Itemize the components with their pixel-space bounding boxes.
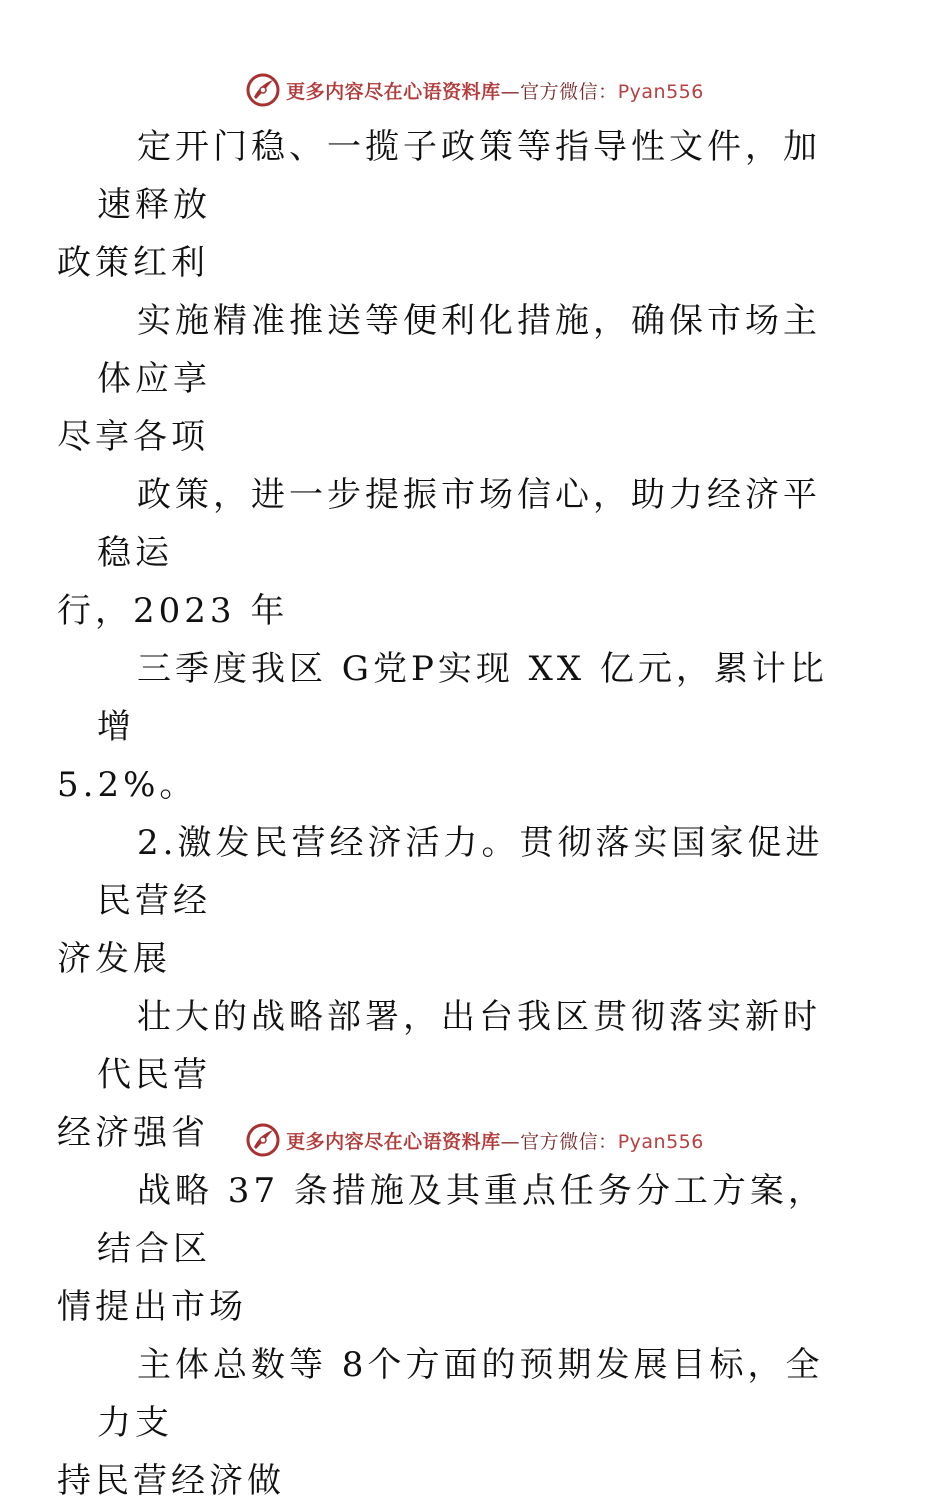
library-text: 更多内容尽在心语资料库 bbox=[286, 80, 501, 103]
library-text: 更多内容尽在心语资料库 bbox=[286, 1130, 501, 1153]
header-banner bbox=[0, 70, 950, 110]
document-body bbox=[57, 118, 857, 1510]
footer-banner bbox=[0, 1120, 950, 1160]
paragraph-lead: 战略 37 条措施及其重点任务分工方案，结合区 bbox=[97, 1171, 826, 1269]
paragraph-7 bbox=[57, 1162, 857, 1336]
paragraph-lead: 定开门稳、一揽子政策等指导性文件，加速释放 bbox=[97, 127, 821, 225]
paragraph-lead: 政策，进一步提振市场信心，助力经济平稳运 bbox=[97, 475, 821, 573]
paragraph-tail: 情提出市场 bbox=[57, 1287, 247, 1327]
paragraph-tail: 济发展 bbox=[57, 939, 171, 979]
paragraph-8 bbox=[57, 1336, 857, 1510]
paragraph-2 bbox=[57, 292, 857, 466]
paragraph-lead: 壮大的战略部署，出台我区贯彻落实新时代民营 bbox=[97, 997, 821, 1095]
paragraph-tail: 尽享各项 bbox=[57, 417, 209, 457]
paragraph-tail: 政策红利 bbox=[57, 243, 209, 283]
paragraph-1 bbox=[57, 118, 857, 292]
paragraph-lead: 实施精准推送等便利化措施，确保市场主体应享 bbox=[97, 301, 821, 399]
wechat-label: 官方微信： bbox=[520, 80, 618, 103]
paragraph-lead: 2.激发民营经济活力。贯彻落实国家促进民营经 bbox=[97, 823, 824, 921]
paragraph-3 bbox=[57, 466, 857, 640]
paragraph-lead: 主体总数等 8个方面的预期发展目标，全力支 bbox=[97, 1345, 824, 1443]
quill-pen-logo-icon bbox=[246, 73, 280, 107]
paragraph-5 bbox=[57, 814, 857, 988]
paragraph-tail: 5.2%。 bbox=[57, 765, 198, 805]
wechat-id: Pyan556 bbox=[617, 80, 704, 103]
paragraph-tail: 行，2023 年 bbox=[57, 591, 289, 631]
paragraph-tail: 经济强省 bbox=[57, 1113, 209, 1153]
wechat-label: 官方微信： bbox=[520, 1130, 618, 1153]
paragraph-lead: 三季度我区 G党P实现 XX 亿元，累计比增 bbox=[97, 649, 828, 747]
paragraph-tail: 持民营经济做 bbox=[57, 1461, 285, 1501]
quill-pen-logo-icon bbox=[246, 1123, 280, 1157]
wechat-id: Pyan556 bbox=[617, 1130, 704, 1153]
paragraph-4 bbox=[57, 640, 857, 814]
banner-dash: — bbox=[500, 80, 521, 103]
banner-text bbox=[286, 1127, 704, 1154]
banner-dash: — bbox=[500, 1130, 521, 1153]
banner-text bbox=[286, 77, 704, 104]
